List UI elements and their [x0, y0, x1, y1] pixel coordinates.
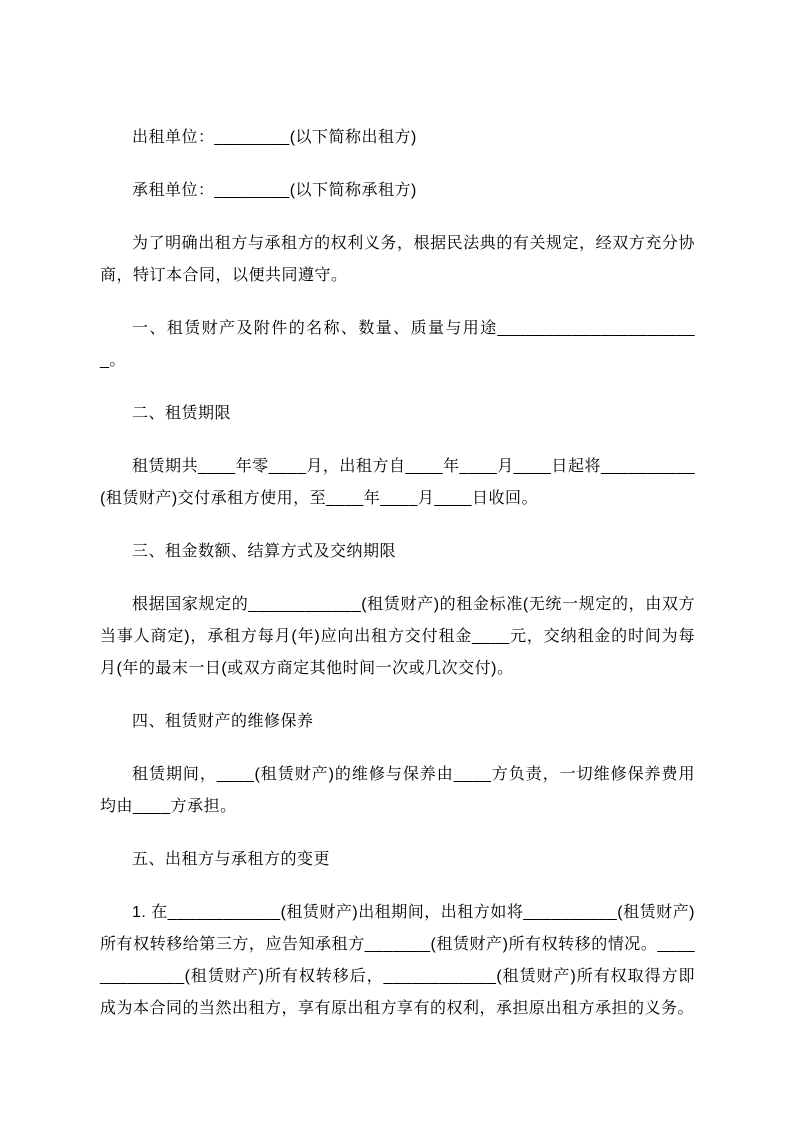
heading-article-5: 五、出租方与承租方的变更: [132, 851, 331, 868]
heading-article-3: 三、租金数额、结算方式及交纳期限: [132, 543, 397, 560]
paragraph-lease-term: 租赁期共____年零____月，出租方自____年____月____日起将__________(租赁财产)交付承租方使用，至____年____月____日收回。: [100, 458, 695, 507]
paragraph-preamble: 为了明确出租方与承租方的权利义务，根据民法典的有关规定，经双方充分协商，特订本合同，以便共同遵守。: [100, 235, 695, 284]
heading-article-2: 二、租赁期限: [132, 405, 232, 422]
paragraph-rent-terms: 根据国家规定的____________(租赁财产)的租金标准(无统一规定的，由双方当事人商定)，承租方每月(年)应向出租方交付租金____元，交纳租金的时间为每月(年的最末一日(或双方商定其他时间一次或几次交付)。: [100, 596, 695, 677]
paragraph-maintenance: 租赁期间，____(租赁财产)的维修与保养由____方负责，一切维修保养费用均由____方承担。: [100, 766, 695, 815]
paragraph-lessor-line: 出租单位：________(以下简称出租方): [132, 129, 417, 146]
paragraph-ownership-transfer: 1. 在____________(租赁财产)出租期间，出租方如将__________(租赁财产)所有权转移给第三方，应告知承租方_______(租赁财产)所有权转移的情况。_____________(租赁财产)所有权转移后，____________(租赁财产)所有权取得方即成为本合同的当然出租方，享有原出租方享有的权利，承担原出租方承担的义务。: [100, 904, 695, 1017]
paragraph-article-1: 一、租赁财产及附件的名称、数量、质量与用途______________________。: [100, 320, 695, 369]
paragraph-lessee-line: 承租单位：________(以下简称承租方): [132, 182, 417, 199]
heading-article-4: 四、租赁财产的维修保养: [132, 713, 314, 730]
